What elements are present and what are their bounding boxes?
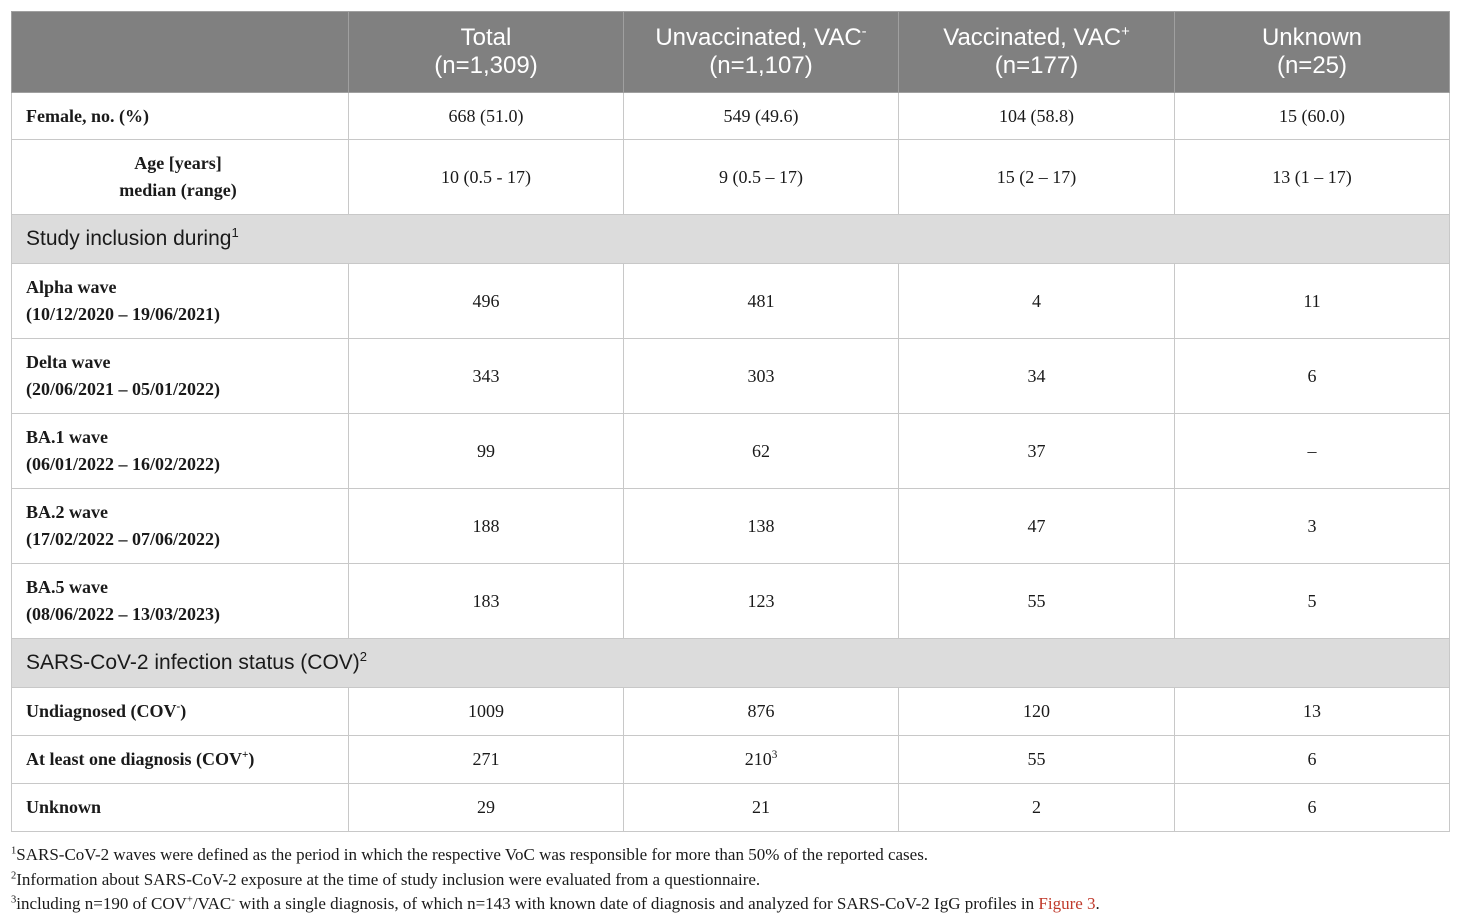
cell-total: 29 xyxy=(349,784,624,832)
cell-total: 496 xyxy=(349,264,624,339)
cell-unvaccinated: 481 xyxy=(624,264,899,339)
header-total xyxy=(349,12,624,93)
cell-unknown: 15 (60.0) xyxy=(1175,93,1450,140)
table-row-undiagnosed xyxy=(12,688,1450,736)
section-title xyxy=(12,639,1450,688)
cell-unvaccinated: 62 xyxy=(624,414,899,489)
table-row-wave xyxy=(12,489,1450,564)
row-label-close: ) xyxy=(248,749,255,769)
header-unknown xyxy=(1175,12,1450,93)
footnote-text: Information about SARS-CoV-2 exposure at the time of study inclusion were evaluated from a questionnaire. xyxy=(16,869,761,889)
row-label: Unknown xyxy=(12,784,349,832)
table-header-row xyxy=(12,12,1450,93)
footnote-text: SARS-CoV-2 waves were defined as the period in which the respective VoC was responsible for more than 50% of the reported cases. xyxy=(16,845,929,864)
table-footnotes xyxy=(11,843,1451,917)
footnote-sup-minus: - xyxy=(231,894,235,906)
cell-unvaccinated: 303 xyxy=(624,339,899,414)
table-row-diagnosed xyxy=(12,736,1450,784)
cell-total: 1009 xyxy=(349,688,624,736)
cell-vaccinated: 55 xyxy=(899,736,1175,784)
row-label xyxy=(12,264,349,339)
cell-unvaccinated: 9 (0.5 – 17) xyxy=(624,140,899,215)
cell-footnote-mark: 3 xyxy=(771,749,778,761)
table-row-age xyxy=(12,140,1450,215)
wave-range: (20/06/2021 – 05/01/2022) xyxy=(26,379,220,399)
wave-name: Delta wave xyxy=(26,352,111,372)
section-title-text: Study inclusion during xyxy=(26,227,232,250)
section-title-sup: 1 xyxy=(231,225,239,240)
table-row-female xyxy=(12,93,1450,140)
row-label xyxy=(12,564,349,639)
footnote-mark: 2 xyxy=(11,869,17,881)
wave-range: (06/01/2022 – 16/02/2022) xyxy=(26,454,220,474)
header-vaccinated-sup: + xyxy=(1121,24,1130,40)
cell-unknown: 5 xyxy=(1175,564,1450,639)
cell-value: 210 xyxy=(744,749,772,769)
header-unknown-n: (n=25) xyxy=(1276,52,1348,79)
cell-unvaccinated xyxy=(624,736,899,784)
wave-name: BA.1 wave xyxy=(26,427,108,447)
footnote-text-end: . xyxy=(1095,894,1100,913)
demographics-table xyxy=(11,11,1450,832)
wave-name: BA.5 wave xyxy=(26,577,108,597)
table-container xyxy=(11,11,1449,832)
cell-vaccinated: 2 xyxy=(899,784,1175,832)
cell-unknown: 6 xyxy=(1175,736,1450,784)
cell-unvaccinated: 123 xyxy=(624,564,899,639)
row-label xyxy=(12,140,349,215)
header-total-name: Total xyxy=(460,24,512,51)
row-label-text: At least one diagnosis (COV xyxy=(26,749,243,769)
table-row-unknown xyxy=(12,784,1450,832)
figure-3-link[interactable]: Figure 3 xyxy=(1038,894,1096,913)
header-unknown-name: Unknown xyxy=(1261,24,1363,51)
row-label-text: Undiagnosed (COV xyxy=(26,701,177,721)
header-vaccinated-n: (n=177) xyxy=(994,52,1079,79)
row-label xyxy=(12,688,349,736)
cell-unknown: 6 xyxy=(1175,339,1450,414)
cell-unknown: – xyxy=(1175,414,1450,489)
cell-total: 10 (0.5 - 17) xyxy=(349,140,624,215)
table-row-wave xyxy=(12,414,1450,489)
cell-total: 99 xyxy=(349,414,624,489)
section-title-text: SARS-CoV-2 infection status (COV) xyxy=(26,651,360,674)
cell-unknown: 6 xyxy=(1175,784,1450,832)
section-title xyxy=(12,215,1450,264)
wave-range: (10/12/2020 – 19/06/2021) xyxy=(26,304,220,324)
cell-vaccinated: 104 (58.8) xyxy=(899,93,1175,140)
cell-unvaccinated: 138 xyxy=(624,489,899,564)
header-unvaccinated-sup: - xyxy=(861,24,867,40)
cell-vaccinated: 55 xyxy=(899,564,1175,639)
table-row-wave xyxy=(12,339,1450,414)
footnote-text-mid: /VAC xyxy=(192,894,232,913)
section-header-infection-status xyxy=(12,639,1450,688)
cell-total: 271 xyxy=(349,736,624,784)
cell-vaccinated: 37 xyxy=(899,414,1175,489)
cell-unknown: 13 xyxy=(1175,688,1450,736)
footnote-text-pre: including n=190 of COV xyxy=(16,894,187,913)
row-label xyxy=(12,414,349,489)
header-unvaccinated-n: (n=1,107) xyxy=(709,52,813,79)
footnote-mark: 3 xyxy=(11,894,17,906)
footnote-mark: 1 xyxy=(11,845,17,857)
row-label: Female, no. (%) xyxy=(12,93,349,140)
wave-name: Alpha wave xyxy=(26,277,117,297)
cell-vaccinated: 120 xyxy=(899,688,1175,736)
footnote-3 xyxy=(11,892,1451,917)
table-row-wave xyxy=(12,264,1450,339)
cell-unknown: 11 xyxy=(1175,264,1450,339)
footnote-2 xyxy=(11,868,1451,893)
cell-unknown: 13 (1 – 17) xyxy=(1175,140,1450,215)
cell-vaccinated: 34 xyxy=(899,339,1175,414)
row-label-sup: + xyxy=(242,749,249,761)
cell-total: 343 xyxy=(349,339,624,414)
cell-unvaccinated: 549 (49.6) xyxy=(624,93,899,140)
cell-total: 188 xyxy=(349,489,624,564)
wave-name: BA.2 wave xyxy=(26,502,108,522)
header-unvaccinated-name: Unvaccinated, VAC xyxy=(655,24,862,51)
section-header-study-inclusion xyxy=(12,215,1450,264)
cell-vaccinated: 4 xyxy=(899,264,1175,339)
row-label xyxy=(12,736,349,784)
wave-range: (17/02/2022 – 07/06/2022) xyxy=(26,529,220,549)
wave-range: (08/06/2022 – 13/03/2023) xyxy=(26,604,220,624)
header-total-n: (n=1,309) xyxy=(434,52,538,79)
row-label-sup: - xyxy=(176,701,181,713)
cell-unvaccinated: 21 xyxy=(624,784,899,832)
row-label-line2: median (range) xyxy=(119,180,237,200)
cell-total: 668 (51.0) xyxy=(349,93,624,140)
cell-vaccinated: 47 xyxy=(899,489,1175,564)
footnote-text-post: with a single diagnosis, of which n=143 with known date of diagnosis and analyzed for SARS-CoV-2 IgG profiles in xyxy=(234,894,1039,913)
header-vaccinated-name: Vaccinated, VAC xyxy=(943,24,1122,51)
footnote-1 xyxy=(11,843,1451,868)
cell-total: 183 xyxy=(349,564,624,639)
cell-unvaccinated: 876 xyxy=(624,688,899,736)
header-corner xyxy=(12,12,349,93)
cell-unknown: 3 xyxy=(1175,489,1450,564)
row-label-line1: Age [years] xyxy=(134,153,222,173)
row-label xyxy=(12,489,349,564)
cell-vaccinated: 15 (2 – 17) xyxy=(899,140,1175,215)
footnote-sup-plus: + xyxy=(186,894,193,906)
table-row-wave xyxy=(12,564,1450,639)
row-label xyxy=(12,339,349,414)
row-label-close: ) xyxy=(180,701,187,721)
header-vaccinated xyxy=(899,12,1175,93)
header-unvaccinated xyxy=(624,12,899,93)
section-title-sup: 2 xyxy=(359,649,368,664)
